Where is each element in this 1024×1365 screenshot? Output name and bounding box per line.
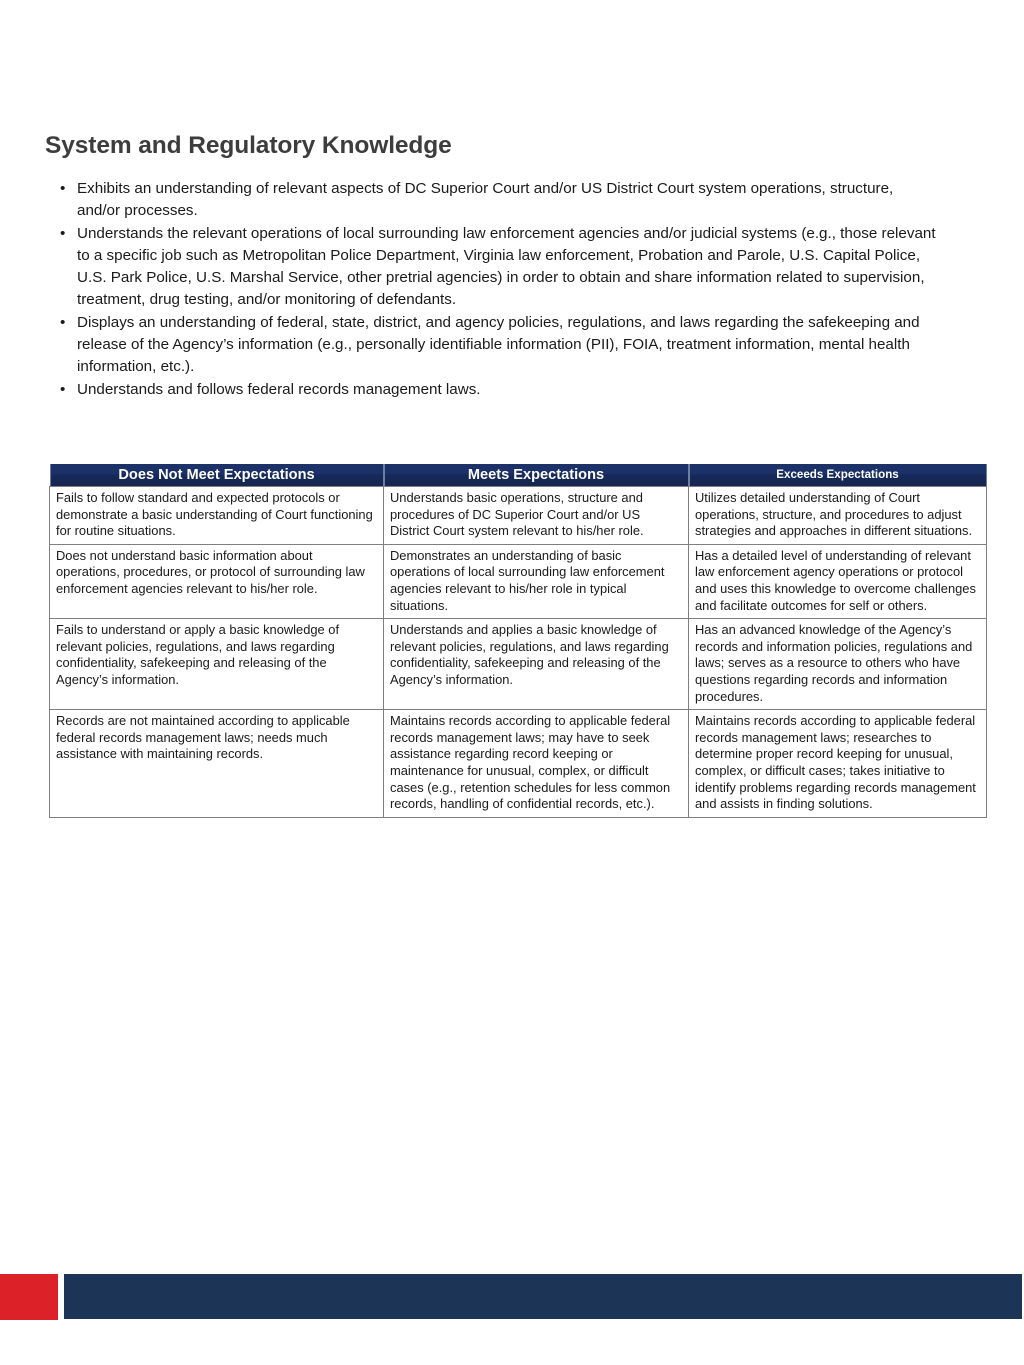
list-item-text: Displays an understanding of federal, state, district, and agency policies, regulations, and laws regarding the safekeeping and release of the Agency’s information (e.g., personally identifiable information (PII), FOIA, treatment information, mental health information, etc.). (77, 313, 920, 376)
footer-accent-block-red (0, 1274, 58, 1320)
table-cell: Understands and applies a basic knowledge of relevant policies, regulations, and laws regarding confidentiality, safekeeping and releasing of the Agency’s information. (384, 619, 689, 710)
column-header-meets (384, 464, 689, 487)
bullet-marker-icon: • (60, 380, 66, 398)
table-row (50, 544, 987, 618)
performance-rubric-table (49, 464, 987, 818)
list-item-text: Understands and follows federal records management laws. (77, 380, 481, 398)
table-header-row (50, 464, 987, 487)
list-item-text: Exhibits an understanding of relevant aspects of DC Superior Court and/or US District Court system operations, structure, and/or processes. (77, 180, 894, 220)
table-cell: Maintains records according to applicable federal records management laws; may have to seek assistance regarding record keeping or maintenance for unusual, complex, or difficult cases (e.g., retention schedules for less common records, handling of confidential records, etc.). (384, 710, 689, 818)
column-header-label: Meets Expectations (467, 467, 605, 483)
bullet-marker-icon: • (60, 180, 66, 197)
table-cell: Demonstrates an understanding of basic operations of local surrounding law enforcement agencies relevant to his/her role in typical situations. (384, 544, 689, 618)
bullet-marker-icon: • (60, 224, 66, 242)
table-cell: Does not understand basic information about operations, procedures, or protocol of surrounding law enforcement agencies relevant to his/her role. (50, 544, 384, 618)
column-header-does-not-meet (50, 464, 384, 487)
table-cell: Has a detailed level of understanding of relevant law enforcement agency operations or protocol and uses this knowledge to overcome challenges and facilitate outcomes for self or others. (689, 544, 987, 618)
column-header-exceeds (689, 464, 987, 487)
table-row (50, 619, 987, 710)
footer-bar-navy (64, 1274, 1022, 1319)
table-cell: Maintains records according to applicable federal records management laws; researches to determine proper record keeping for unusual, complex, or difficult cases; takes initiative to identify problems regarding records management and assists in finding solutions. (689, 710, 987, 818)
table-cell: Fails to understand or apply a basic knowledge of relevant policies, regulations, and laws regarding confidentiality, safekeeping and releasing of the Agency’s information. (50, 619, 384, 710)
table-cell: Records are not maintained according to applicable federal records management laws; needs much assistance with maintaining records. (50, 710, 384, 818)
list-item (57, 178, 937, 223)
list-item (57, 312, 937, 379)
bullet-marker-icon: • (60, 313, 66, 331)
table-cell: Utilizes detailed understanding of Court operations, structure, and procedures to adjust strategies and approaches in different situations. (689, 487, 987, 545)
list-item (57, 223, 937, 312)
page-title: System and Regulatory Knowledge (45, 132, 452, 160)
table-cell: Has an advanced knowledge of the Agency’s records and information policies, regulations and laws; serves as a resource to others who have questions regarding records and information procedures. (689, 619, 987, 710)
list-item (57, 379, 937, 401)
table-row (50, 487, 987, 545)
list-item-text: Understands the relevant operations of local surrounding law enforcement agencies and/or judicial systems (e.g., those relevant to a specific job such as Metropolitan Police Department, Virginia law enforcement, Probation and Parole, U.S. Capital Police, U.S. Park Police, U.S. Marshal Service, other pretrial agencies) in order to obtain and share information related to supervision, treatment, drug testing, and/or monitoring of defendants. (77, 224, 936, 309)
table-cell: Fails to follow standard and expected protocols or demonstrate a basic understanding of Court functioning for routine situations. (50, 487, 384, 545)
table-row (50, 710, 987, 818)
competency-bullet-list (57, 178, 937, 401)
table-cell: Understands basic operations, structure and procedures of DC Superior Court and/or US District Court system relevant to his/her role. (384, 487, 689, 545)
column-header-label: Exceeds Expectations (776, 468, 899, 481)
column-header-label: Does Not Meet Expectations (118, 467, 315, 483)
